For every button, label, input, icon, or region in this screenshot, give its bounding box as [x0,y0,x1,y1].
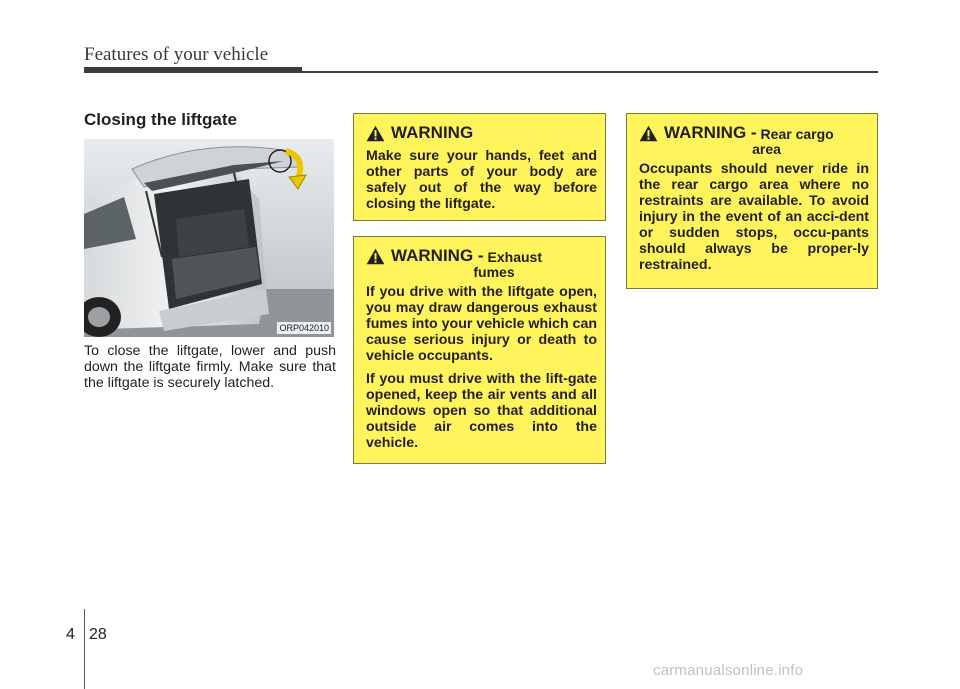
section-body: To close the liftgate, lower and push down the liftgate firmly. Make sure that the liftgate is securely latched. [84,343,336,391]
warning-subtitle: Rear cargo [760,126,834,142]
watermark: carmanualsonline.info [653,662,804,679]
warning-box-exhaust [353,236,606,464]
warning-triangle-icon [639,125,658,142]
warning-text: Make sure your hands, feet and other parts of your body are safely out of the way before closing the liftgate. [366,148,597,212]
warning-subtitle: Exhaust [487,249,543,265]
page-number: 28 [89,626,107,643]
warning-box-liftgate [353,113,606,221]
warning-triangle-icon [366,125,385,142]
warning-text: Occupants should never ride in the rear cargo area where no restraints are available. To avoid injury in the event of an acci-dent or sudden stops, occu-pants should always be proper-ly restrained. [639,161,869,273]
warning-subtitle-cont: area [752,141,781,157]
warning-title: WARNING [391,123,474,142]
warning-subtitle-cont: fumes [473,264,515,280]
warning-title: WARNING - [664,123,757,142]
section-heading: Closing the liftgate [84,110,237,129]
liftgate-photo [84,139,334,337]
warning-triangle-icon [366,248,385,265]
chapter-number: 4 [66,626,75,643]
warning-text-2: If you must drive with the lift-gate opened, keep the air vents and all windows open so that additional outside air comes into the vehicle. [366,371,597,451]
header-title: Features of your vehicle [84,44,269,65]
warning-box-cargo [626,113,878,289]
liftgate-illustration [84,139,334,337]
footer-rule [84,609,85,689]
header-rule [84,71,878,73]
warning-title: WARNING - [391,246,484,265]
warning-text-1: If you drive with the liftgate open, you may draw dangerous exhaust fumes into your vehicle which can cause serious injury or death to vehicle occupants. [366,284,597,364]
photo-code: ORP042010 [279,323,329,333]
